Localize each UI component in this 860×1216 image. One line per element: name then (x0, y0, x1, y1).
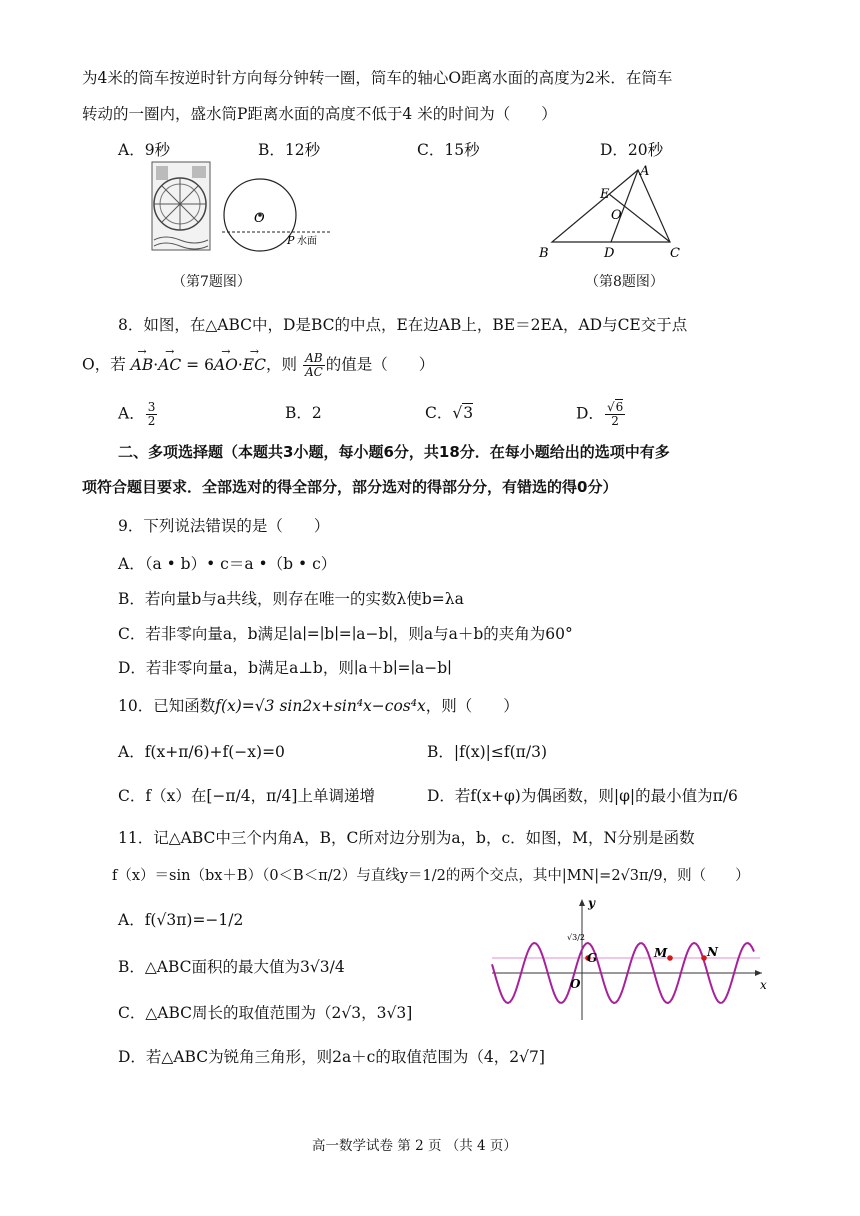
label-m: M (654, 946, 668, 960)
q9-option-c: C．若非零向量a，b满足∣a∣=∣b∣=∣a−b∣，则a与a＋b的夹角为60° (118, 625, 573, 643)
q8-stem-line2: O，若 → AB·→ AC = 6→ AO·→ EC，则 $\frac{AB}{AC}$ 的值是（ ） (82, 352, 434, 379)
triangle-abc (552, 170, 670, 242)
label-o: O (570, 977, 581, 991)
q9-stem: 9．下列说法错误的是（ ） (118, 517, 330, 535)
q8-caption: （第8题图） (585, 274, 664, 290)
q10-option-b: B．|f(x)|≤f(π/3) (427, 743, 547, 761)
water-label: 水面 (297, 236, 317, 247)
q10-stem: 10．已知函数f(x)=√3 sin2x+sin⁴x−cos⁴x，则（ ） (118, 697, 519, 715)
q7-waterwheel-figure (150, 160, 340, 255)
q11-option-a: A．f(√3π)=−1/2 (118, 911, 244, 929)
q11-option-c: C．△ABC周长的取值范围为（2√3，3√3] (118, 1004, 413, 1022)
q7-option-d: D．20秒 (600, 141, 664, 159)
section2-heading-line1: 二、多项选择题（本题共3小题，每小题6分，共18分．在每小题给出的选项中有多 (118, 443, 670, 461)
q7-caption: （第7题图） (172, 274, 251, 290)
q8-option-a: A． $\frac{3}{2}$ (118, 400, 156, 428)
x-axis-arrow-icon (755, 970, 762, 976)
q8-vector-equation: → AB·→ AC = 6→ AO·→ EC (131, 356, 266, 374)
q8-option-b: B．2 (285, 404, 322, 422)
label-e: E (600, 187, 610, 202)
point-m (667, 955, 673, 961)
q7-stem-line2: 转动的一圈内，盛水筒P距离水面的高度不低于4 米的时间为（ ） (82, 105, 557, 123)
waterwheel-illustration (152, 162, 210, 250)
q11-sine-graph (490, 895, 770, 1025)
label-n: N (707, 945, 718, 959)
q10-option-c: C．f（x）在[−π/4，π/4]上单调递增 (118, 787, 375, 805)
q7-option-a: A．9秒 (118, 141, 171, 159)
label-b: B (539, 246, 549, 261)
q7-option-c: C．15秒 (417, 141, 480, 159)
label-c: C (670, 246, 680, 261)
page-footer: 高一数学试卷 第 2 页 （共 4 页） (312, 1138, 517, 1154)
q9-option-b: B．若向量b与a共线，则存在唯一的实数λ使b=λa (118, 590, 464, 608)
label-y: y (588, 896, 595, 910)
q11-stem-line2: f（x）＝sin（bx＋B）（0＜B＜π/2）与直线y＝1/2的两个交点，其中|MN|=2√3π/9，则（ ） (112, 868, 750, 884)
q8-option-c: C．√3 (425, 404, 474, 422)
section2-heading-line2: 项符合题目要求．全部选对的得全部分，部分选对的得部分分，有错选的得0分） (82, 478, 618, 496)
q11-option-b: B．△ABC面积的最大值为3√3/4 (118, 958, 345, 976)
label-d: D (604, 246, 615, 261)
q10-function: f(x)=√3 sin2x+sin⁴x−cos⁴x (215, 697, 426, 715)
q7-stem-line1: 为4米的筒车按逆时针方向每分钟转一圈，筒车的轴心O距离水面的高度为2米．在筒车 (82, 69, 673, 87)
q11-option-d: D．若△ABC为锐角三角形，则2a＋c的取值范围为（4，2√7] (118, 1048, 545, 1066)
q11-stem-line1: 11．记△ABC中三个内角A，B，C所对边分别为a，b，c．如图，M，N分别是函数 (118, 829, 695, 847)
center-label: O (254, 211, 265, 226)
y-axis-arrow-icon (579, 899, 585, 906)
q9-option-a: A．（a • b）• c＝a •（b • c） (118, 555, 337, 573)
point-label: P (287, 234, 295, 247)
label-g: G (587, 951, 598, 965)
q8-option-d: D． $\frac{√6}{2}$ (576, 400, 624, 428)
point-n (701, 955, 707, 961)
label-x: x (760, 978, 767, 992)
label-a: A (640, 164, 650, 179)
label-o: O (611, 208, 622, 223)
q9-option-d: D．若非零向量a，b满足a⊥b，则∣a＋b∣=∣a−b∣ (118, 659, 452, 677)
q8-stem-line1: 8．如图，在△ABC中，D是BC的中点，E在边AB上，BE＝2EA，AD与CE交于点 (118, 316, 688, 334)
q8-triangle-figure (530, 162, 690, 262)
label-sqrt3-over-2: √3/2 (567, 933, 585, 942)
q10-option-a: A．f(x+π/6)+f(−x)=0 (118, 743, 285, 761)
q7-option-b: B．12秒 (258, 141, 321, 159)
q8-ratio-fraction: $\frac{AB}{AC}$ (304, 351, 323, 379)
q10-option-d: D．若f(x+φ)为偶函数，则|φ|的最小值为π/6 (427, 787, 738, 805)
